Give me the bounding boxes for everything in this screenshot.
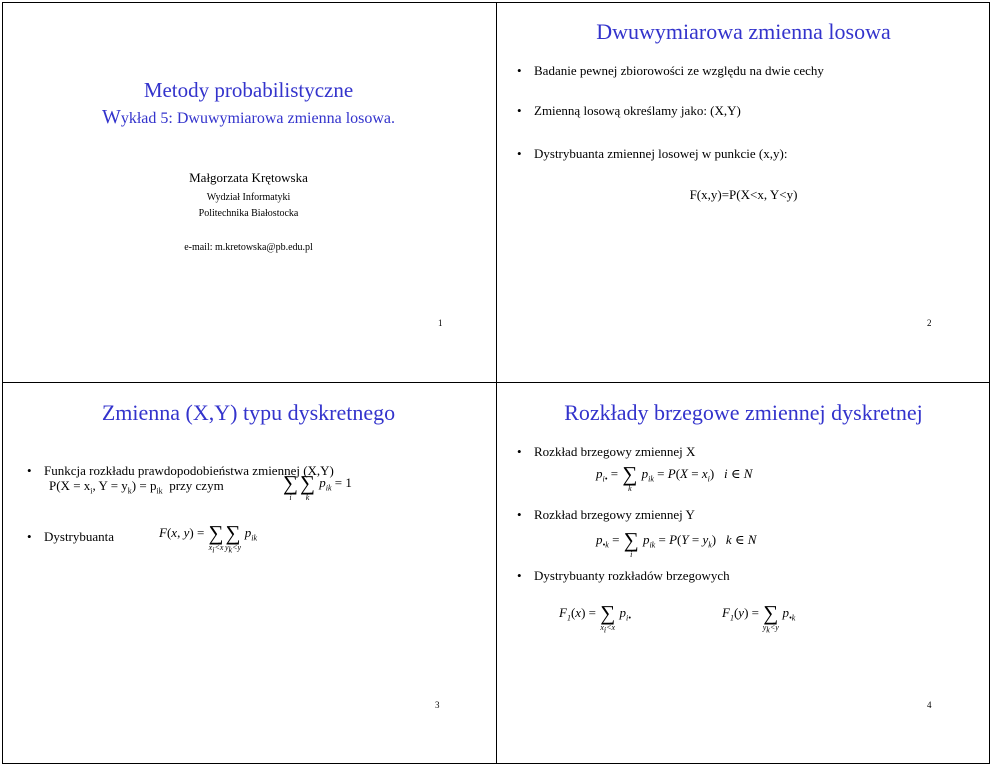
slide1-title-rest: ykład 5: Dwuwymiarowa zmienna losowa. [120, 110, 396, 127]
slide2-bullet-2 [517, 103, 741, 119]
bullet-text: Funkcja rozkładu prawdopodobieństwa zmiennej (X,Y) [44, 463, 334, 478]
university: Politechnika Białostocka [198, 208, 299, 219]
bullet-glyph: • [517, 103, 522, 118]
page-number: 2 [927, 318, 932, 328]
cdf-formula: F(x, y) = ∑ $x_i<x$ ∑ $y_k<y$ $p_{ik}$ [159, 521, 258, 555]
page-number: 3 [435, 700, 440, 710]
slide-1 [2, 2, 495, 382]
bullet-text: Dystrybuanty rozkładów brzegowych [534, 568, 730, 583]
bullet-glyph: • [517, 507, 522, 522]
slide4-bullet-2 [517, 507, 695, 523]
marginal-cdf-y-formula: $F_1(y)$ = ∑ $y_k<y$ $p_{•k}$ [722, 601, 796, 635]
slide3-bullet-2 [27, 529, 114, 545]
bullet-glyph: • [517, 63, 522, 78]
marginal-cdf-x-formula: $F_1(x)$ = ∑ $x_i<x$ $p_{i•}$ [559, 601, 632, 635]
slide4-bullet-3 [517, 568, 730, 584]
bullet-text: Dystrybuanta [44, 529, 115, 544]
slide2-bullet-1 [517, 63, 824, 79]
email: e-mail: m.kretowska@pb.edu.pl [184, 242, 313, 253]
slide2-bullet-3 [517, 146, 787, 162]
probability-function-formula: $P(X = x_i$, $Y = y_k) = p_{ik}$ przy czym [49, 478, 224, 496]
slide1-title-initial: W [101, 106, 121, 128]
slide4-bullet-1 [517, 444, 695, 460]
distribution-formula: F(x,y)=P(X<x, Y<y) [689, 187, 798, 202]
bullet-text: Badanie pewnej zbiorowości ze względu na dwie cechy [534, 63, 824, 78]
bullet-text: Zmienną losową określamy jako: (X,Y) [534, 103, 741, 118]
marginal-x-formula: $p_{i•}$ = ∑ k $p_{ik} = P(X = x_i)$ i ∈ N [596, 462, 753, 493]
slide1-title-line2 [2, 106, 495, 129]
author-name: Małgorzata Krętowska [189, 170, 308, 185]
slide2-title: Dwuwymiarowa zmienna losowa [596, 19, 891, 44]
page-number: 4 [927, 700, 932, 710]
bullet-text: Rozkład brzegowy zmiennej Y [534, 507, 695, 522]
slide3-title: Zmienna (X,Y) typu dyskretnego [101, 400, 396, 425]
bullet-glyph: • [517, 444, 522, 459]
bullet-glyph: • [517, 568, 522, 583]
condition-label: przy czym [169, 478, 224, 493]
bullet-text: Dystrybuanta zmiennej losowej w punkcie (x,y): [534, 146, 788, 161]
slide4-title: Rozkłady brzegowe zmiennej dyskretnej [564, 400, 923, 425]
marginal-y-formula: $p_{•k}$ = ∑ i $p_{ik} = P(Y = y_k)$ k ∈ N [596, 528, 757, 559]
slide-2 [497, 2, 990, 382]
bullet-text: Rozkład brzegowy zmiennej X [534, 444, 696, 459]
normalization-formula: ∑ i ∑ k $p_{ik} = 1$ [283, 471, 352, 502]
bullet-glyph: • [27, 529, 32, 544]
faculty: Wydział Informatyki [206, 192, 291, 203]
page-number: 1 [438, 318, 443, 328]
slide-3 [2, 383, 495, 763]
bullet-glyph: • [517, 146, 522, 161]
slide-4 [497, 383, 990, 763]
slide1-title-line1: Metody probabilistyczne [143, 78, 354, 102]
bullet-glyph: • [27, 463, 32, 478]
